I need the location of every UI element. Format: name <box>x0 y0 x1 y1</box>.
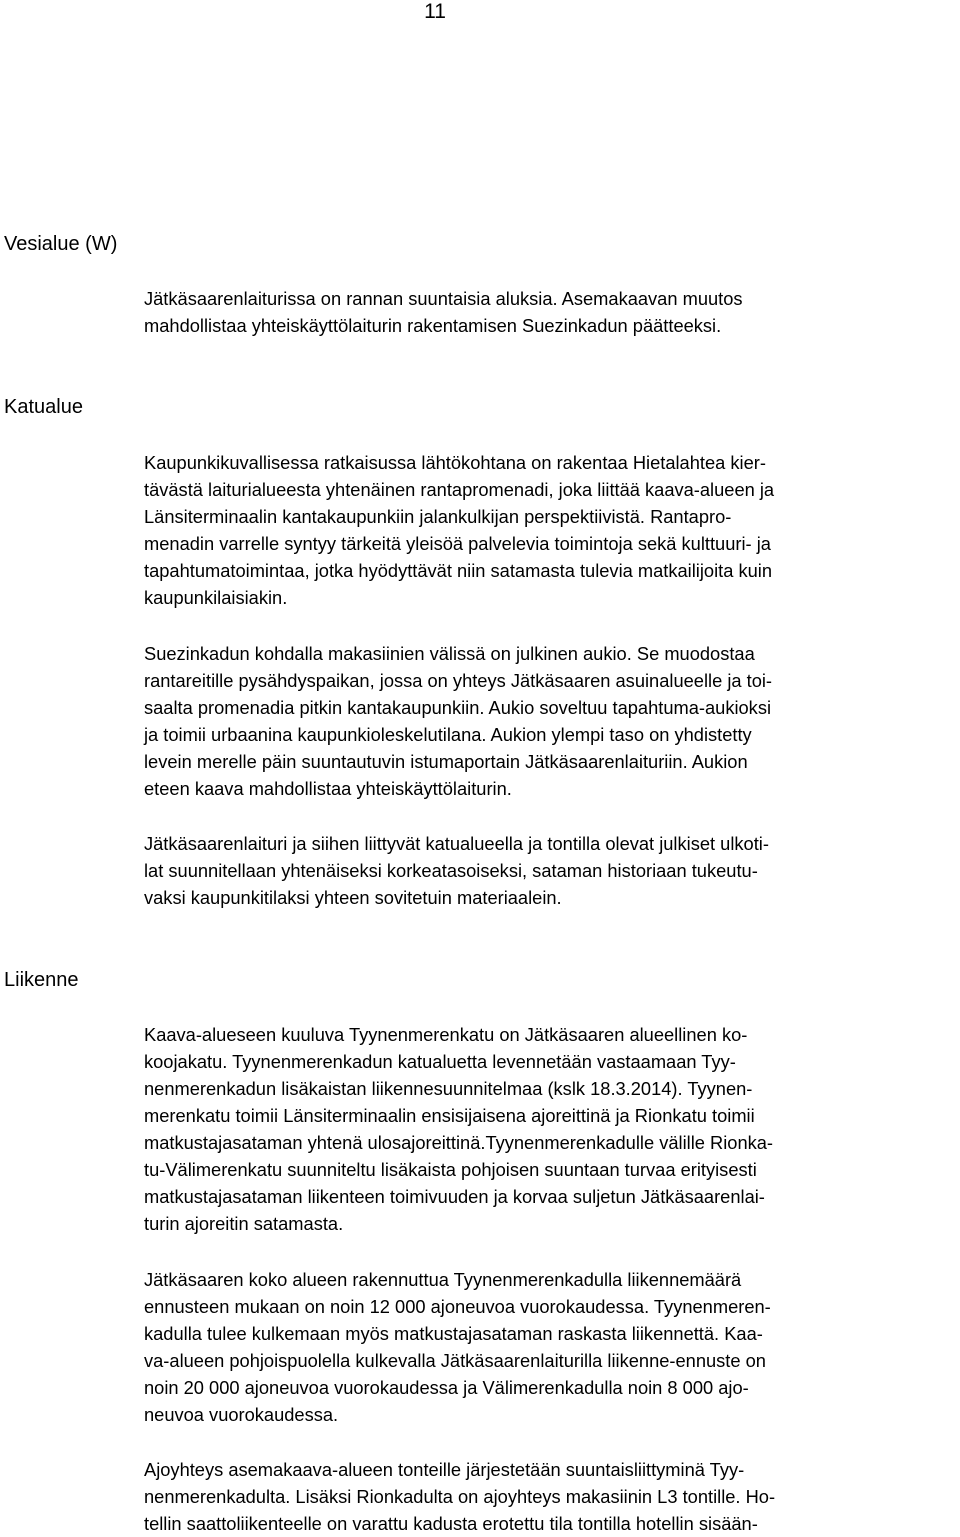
section-heading-vesialue: Vesialue (W) <box>4 233 118 255</box>
text-line: koojakatu. Tyynenmerenkadun katualuetta levennetään vastaamaan Tyy- <box>144 1051 736 1072</box>
text-line: neuvoa vuorokaudessa. <box>144 1404 339 1425</box>
section-heading-liikenne: Liikenne <box>4 969 79 991</box>
text-line: nenmerenkadun lisäkaistan liikennesuunnitelmaa (kslk 18.3.2014). Tyynen- <box>144 1078 753 1099</box>
paragraph-liikenne-3 <box>144 1456 960 1537</box>
text-line: lat suunnitellaan yhtenäiseksi korkeatasoiseksi, sataman historiaan tukeutu- <box>144 860 758 881</box>
text-line: turin ajoreitin satamasta. <box>144 1213 344 1234</box>
paragraph-katualue-2 <box>144 640 960 802</box>
text-line: vaksi kaupunkitilaksi yhteen sovitetuin materiaalein. <box>144 887 562 908</box>
text-line: Ajoyhteys asemakaava-alueen tonteille järjestetään suuntaisliittyminä Tyy- <box>144 1459 745 1480</box>
text-line: ja toimii urbaanina kaupunkioleskelutilana. Aukion ylempi taso on yhdistetty <box>144 724 752 745</box>
page-number: 11 <box>424 0 446 23</box>
text-line: nenmerenkadulta. Lisäksi Rionkadulta on ajoyhteys makasiinin L3 tontille. Ho- <box>144 1486 776 1507</box>
text-line: merenkatu toimii Länsiterminaalin ensisijaisena ajoreittinä ja Rionkatu toimii <box>144 1105 755 1126</box>
text-line: matkustajasataman liikenteen toimivuuden ja korvaa suljetun Jätkäsaarenlai- <box>144 1186 765 1207</box>
text-line: noin 20 000 ajoneuvoa vuorokaudessa ja Välimerenkadulla noin 8 000 ajo- <box>144 1377 749 1398</box>
text-line: rantareitille pysähdyspaikan, jossa on yhteys Jätkäsaaren asuinalueelle ja toi- <box>144 670 773 691</box>
text-line: levein merelle päin suuntautuvin istumaportain Jätkäsaarenlaituriin. Aukion <box>144 751 748 772</box>
paragraph-katualue-3 <box>144 830 960 911</box>
text-line: eteen kaava mahdollistaa yhteiskäyttölaiturin. <box>144 778 512 799</box>
text-line: tu-Välimerenkatu suunniteltu lisäkaista pohjoisen suuntaan turvaa erityisesti <box>144 1159 757 1180</box>
paragraph-vesialue-1 <box>144 285 960 339</box>
paragraph-liikenne-1 <box>144 1021 960 1237</box>
text-line: Suezinkadun kohdalla makasiinien välissä on julkinen aukio. Se muodostaa <box>144 643 755 664</box>
text-line: tellin saattoliikenteelle on varattu kadusta erotettu tila tontilla hotellin sisään- <box>144 1513 758 1534</box>
text-line: kadulla tulee kulkemaan myös matkustajasataman raskasta liikennettä. Kaa- <box>144 1323 763 1344</box>
text-line: kaupunkilaisiakin. <box>144 587 288 608</box>
section-heading-katualue: Katualue <box>4 396 83 418</box>
text-line: Jätkäsaarenlaituri ja siihen liittyvät katualueella ja tontilla olevat julkiset ulkoti- <box>144 833 769 854</box>
text-line: va-alueen pohjoispuolella kulkevalla Jätkäsaarenlaiturilla liikenne-ennuste on <box>144 1350 766 1371</box>
text-line: saalta promenadia pitkin kantakaupunkiin. Aukio soveltuu tapahtuma-aukioksi <box>144 697 772 718</box>
paragraph-katualue-1 <box>144 449 960 611</box>
text-line: tävästä laiturialueesta yhtenäinen rantapromenadi, joka liittää kaava-alueen ja <box>144 479 775 500</box>
text-line: Kaupunkikuvallisessa ratkaisussa lähtökohtana on rakentaa Hietalahtea kier- <box>144 452 766 473</box>
text-line: Kaava-alueseen kuuluva Tyynenmerenkatu on Jätkäsaaren alueellinen ko- <box>144 1024 748 1045</box>
paragraph-liikenne-2 <box>144 1266 960 1428</box>
text-line: matkustajasataman yhtenä ulosajoreittinä.Tyynenmerenkadulle välille Rionka- <box>144 1132 774 1153</box>
text-line: Jätkäsaaren koko alueen rakennuttua Tyynenmerenkadulla liikennemäärä <box>144 1269 742 1290</box>
text-line: ennusteen mukaan on noin 12 000 ajoneuvoa vuorokaudessa. Tyynenmeren- <box>144 1296 771 1317</box>
text-line: tapahtumatoimintaa, jotka hyödyttävät niin satamasta tulevia matkailijoita kuin <box>144 560 772 581</box>
text-line: mahdollistaa yhteiskäyttölaiturin rakentamisen Suezinkadun päätteeksi. <box>144 315 722 336</box>
text-line: Jätkäsaarenlaiturissa on rannan suuntaisia aluksia. Asemakaavan muutos <box>144 288 743 309</box>
text-line: Länsiterminaalin kantakaupunkiin jalankulkijan perspektiivistä. Rantapro- <box>144 506 732 527</box>
text-line: menadin varrelle syntyy tärkeitä yleisöä palvelevia toimintoja sekä kulttuuri- ja <box>144 533 771 554</box>
